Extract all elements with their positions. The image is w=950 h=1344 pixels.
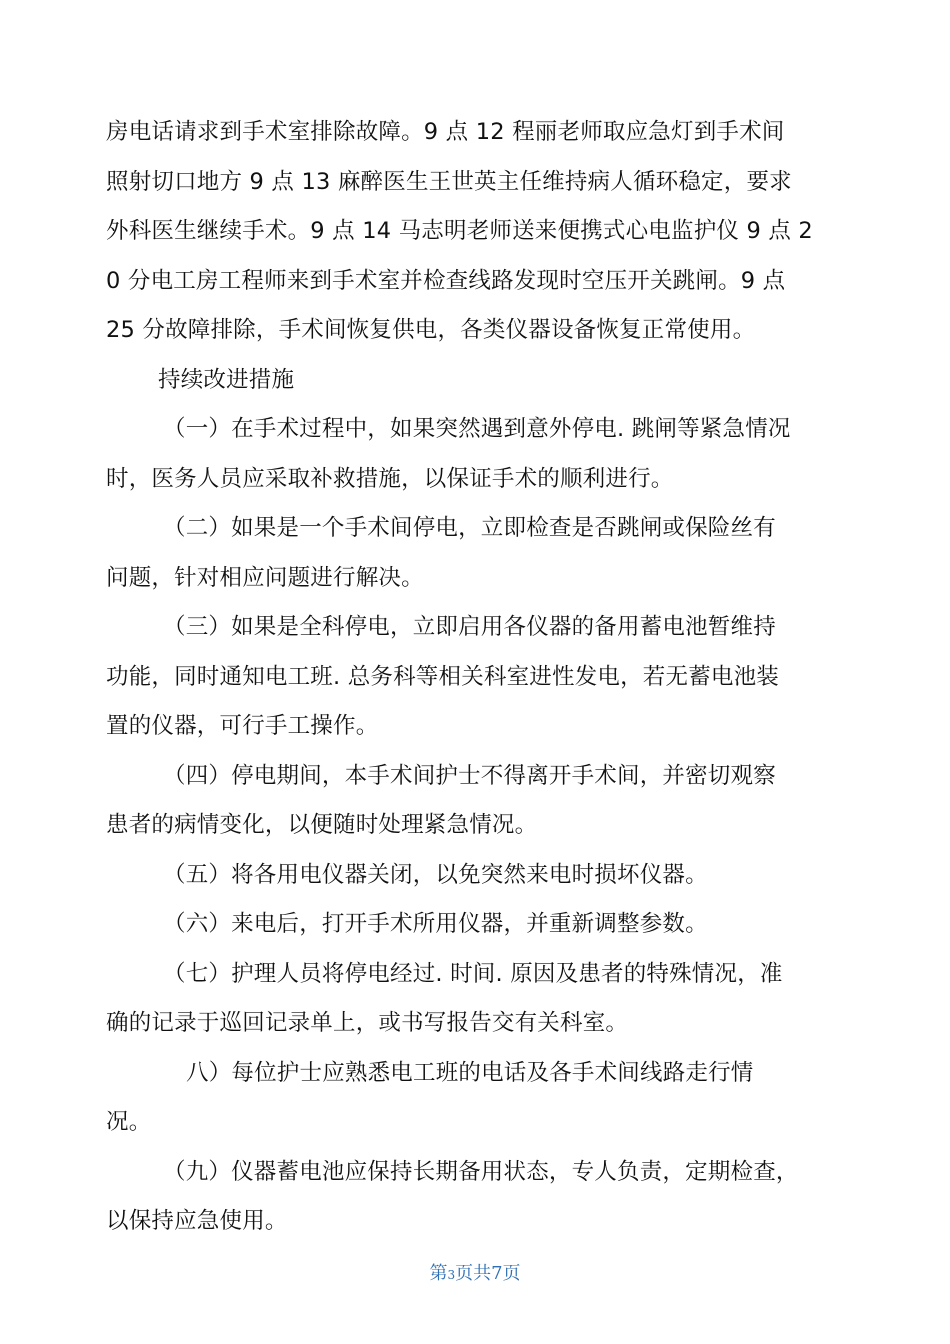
measure-item-8 xyxy=(106,1049,841,1148)
section-heading: 持续改进措施 xyxy=(158,366,295,393)
page-footer xyxy=(0,1259,950,1285)
footer-prefix: 第 xyxy=(429,1263,448,1284)
text-line: （三）如果是全科停电，立即启用各仪器的备用蓄电池暂维持 xyxy=(163,614,776,640)
text-line: 0 分电工房工程师来到手术室并检查线路发现时空压开关跳闸。9 点 xyxy=(106,267,786,294)
measure-item-1 xyxy=(106,405,841,504)
measure-item-4 xyxy=(106,752,841,851)
text-line: 照射切口地方 9 点 13 麻醉医生王世英主任维持病人循环稳定，要求 xyxy=(106,168,792,195)
text-line: （六）来电后，打开手术所用仪器，并重新调整参数。 xyxy=(163,911,708,937)
text-line: （七）护理人员将停电经过. 时间. 原因及患者的特殊情况，准 xyxy=(163,960,783,987)
text-line: （四）停电期间，本手术间护士不得离开手术间，并密切观察 xyxy=(163,762,776,789)
measure-item-9 xyxy=(106,1148,841,1247)
text-line: 以保持应急使用。 xyxy=(106,1208,288,1234)
text-line: 患者的病情变化，以便随时处理紧急情况。 xyxy=(106,812,538,838)
text-line: 置的仪器，可行手工操作。 xyxy=(106,713,379,739)
intro-paragraph xyxy=(106,108,841,356)
measure-item-5 xyxy=(106,851,841,901)
text-line: （五）将各用电仪器关闭，以免突然来电时损坏仪器。 xyxy=(163,861,708,888)
document-body xyxy=(106,108,841,1247)
text-line: （二）如果是一个手术间停电，立即检查是否跳闸或保险丝有 xyxy=(163,515,776,541)
measure-item-6 xyxy=(106,900,841,950)
measure-item-3 xyxy=(106,603,841,752)
text-line: 功能，同时通知电工班. 总务科等相关科室进性发电，若无蓄电池装 xyxy=(106,663,780,690)
text-line: 问题，针对相应问题进行解决。 xyxy=(106,564,424,591)
text-line: 确的记录于巡回记录单上，或书写报告交有关科室。 xyxy=(106,1010,629,1036)
text-line: 外科医生继续手术。9 点 14 马志明老师送来便携式心电监护仪 9 点 2 xyxy=(106,218,813,244)
footer-middle: 页共 xyxy=(455,1263,492,1284)
text-line: 25 分故障排除，手术间恢复供电，各类仪器设备恢复正常使用。 xyxy=(106,317,756,343)
text-line: 八）每位护士应熟悉电工班的电话及各手术间线路走行情 xyxy=(186,1059,754,1086)
measure-item-7 xyxy=(106,950,841,1049)
text-line: 况。 xyxy=(106,1109,152,1135)
measure-item-2 xyxy=(106,504,841,603)
text-line: （九）仪器蓄电池应保持长期备用状态，专人负责，定期检查， xyxy=(163,1158,799,1185)
footer-suffix: 页 xyxy=(502,1263,521,1284)
total-page-count: 7 xyxy=(491,1263,503,1284)
text-line: 时，医务人员应采取补救措施，以保证手术的顺利进行。 xyxy=(106,465,674,492)
text-line: 房电话请求到手术室排除故障。9 点 12 程丽老师取应急灯到手术间 xyxy=(106,119,785,145)
current-page-number: 3 xyxy=(447,1268,456,1282)
text-line: （一）在手术过程中，如果突然遇到意外停电. 跳闸等紧急情况 xyxy=(163,416,791,442)
